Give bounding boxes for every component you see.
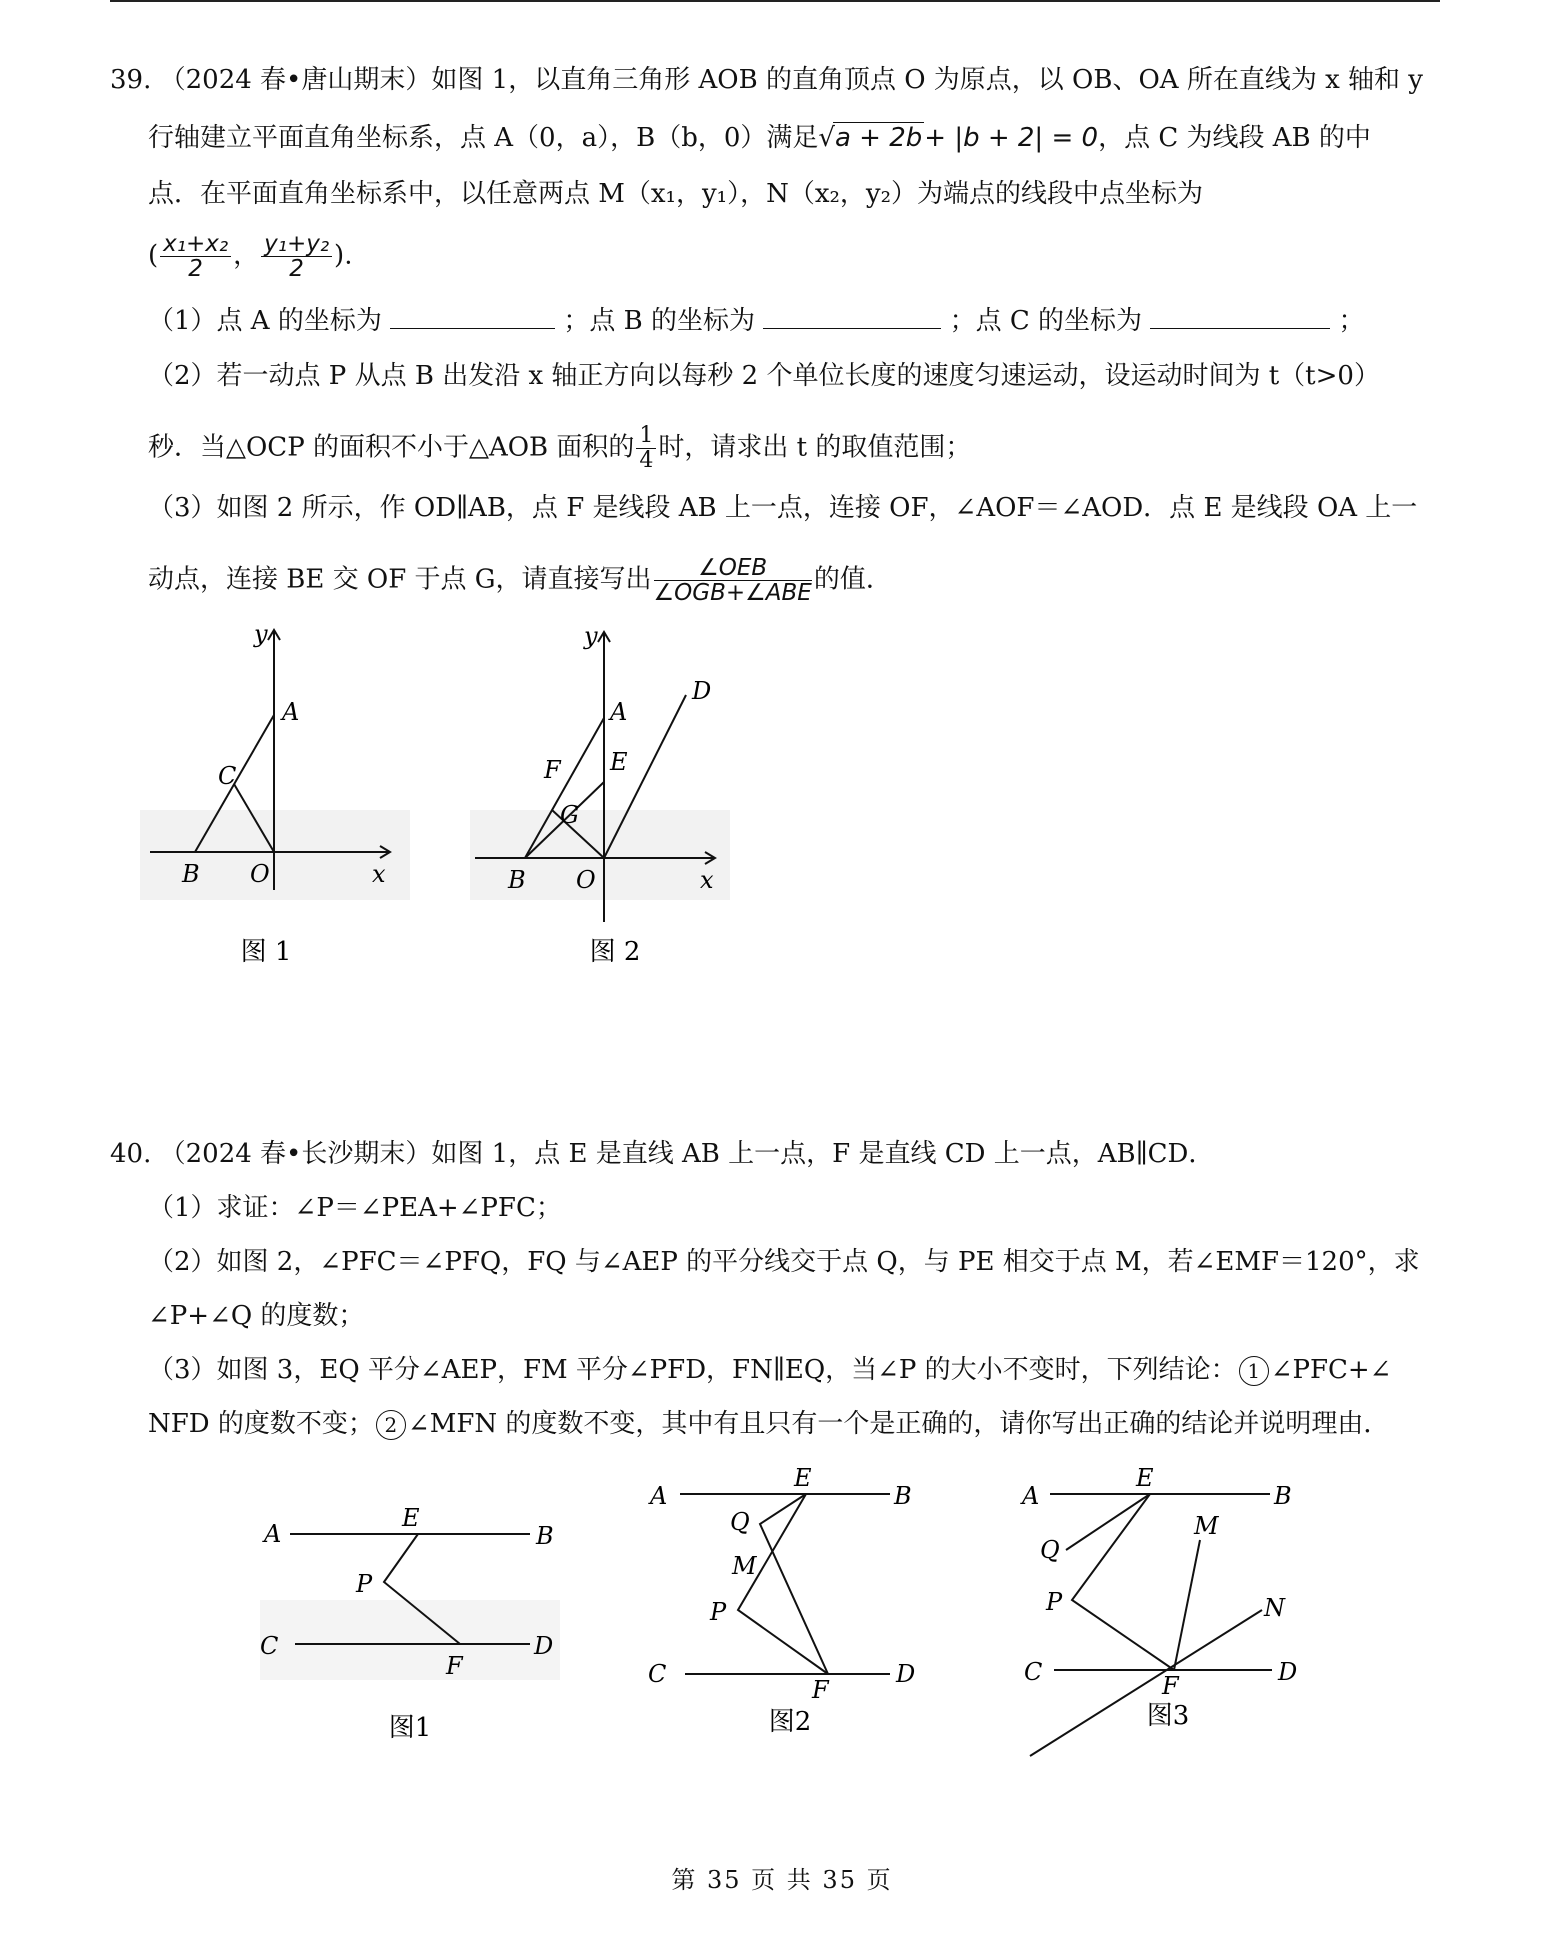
answer-blank-b[interactable]: [763, 302, 941, 329]
ray-EQ: [1066, 1494, 1150, 1550]
q39-figure-1: [140, 620, 410, 980]
path-EPF: [738, 1494, 828, 1674]
q40-text-1: 如图 1，点 E 是直线 AB 上一点，F 是直线 CD 上一点，AB∥CD．: [431, 1139, 1215, 1169]
midpoint-frac-x: $\frac{\text{x₁+x₂}}{2}$: [160, 232, 231, 281]
q39-p1-a: （1）点 A 的坐标为: [148, 306, 382, 336]
q39-p2-b: 秒．当△OCP 的面积不小于△AOB 面积的: [148, 432, 635, 463]
label-B: B: [508, 866, 526, 894]
q39-source: （2024 春•唐山期末）: [159, 65, 432, 95]
label-N: N: [1264, 1594, 1285, 1622]
q40-p2-a: （2）如图 2，∠PFC＝∠PFQ，FQ 与∠AEP 的平分线交于点 Q，与 PE 相交于点 M，若∠EMF＝120°，求: [148, 1247, 1420, 1277]
q39-midpoint-formula: ( $\frac{\text{x₁+x₂}}{2}$ ， $\frac{\text{y₁+y₂}}{2}$ ).: [148, 231, 353, 282]
label-A: A: [264, 1520, 282, 1548]
q40-p1: （1）求证：∠P＝∠PEA+∠PFC；: [148, 1193, 562, 1223]
q39-number: 39.: [110, 65, 152, 95]
answer-blank-c[interactable]: [1150, 302, 1330, 329]
label-P: P: [356, 1570, 373, 1598]
label-C: C: [218, 762, 237, 790]
q40-p2-b: ∠P+∠Q 的度数；: [148, 1301, 365, 1331]
label-x: x: [372, 860, 386, 888]
q40-p3-b2: ∠MFN 的度数不变，其中有且只有一个是正确的，请你写出正确的结论并说明理由．: [407, 1409, 1390, 1439]
q40-figure-3: [1010, 1460, 1300, 1760]
label-A: A: [282, 698, 300, 726]
q40-part-2-line-2: [148, 1298, 364, 1334]
page-footer: 第 35 页 共 35 页: [671, 1866, 893, 1894]
q40-p3-a2: ∠PFC+∠: [1270, 1355, 1392, 1385]
sqrt-radicand: a + 2b: [834, 123, 923, 153]
label-B: B: [182, 860, 200, 888]
q40-p3-b1: NFD 的度数不变；: [148, 1409, 374, 1439]
q40-line-1: [110, 1136, 1214, 1172]
label-G: G: [560, 801, 580, 829]
label-A: A: [1022, 1482, 1040, 1510]
quarter-fraction: $\frac{1}{4}$: [636, 424, 656, 473]
q39-p1-c: ；点 C 的坐标为: [949, 306, 1142, 336]
midpoint-frac-y: $\frac{\text{y₁+y₂}}{2}$: [261, 232, 332, 281]
label-O: O: [576, 866, 596, 894]
label-E: E: [1136, 1464, 1154, 1492]
label-E: E: [610, 748, 628, 776]
path-EQF: [760, 1494, 828, 1674]
label-Q: Q: [1040, 1536, 1060, 1564]
q39-text-1: 如图 1，以直角三角形 AOB 的直角顶点 O 为原点，以 OB、OA 所在直线为 x 轴和 y: [431, 65, 1423, 95]
q39-part-2-line-2: [148, 424, 971, 473]
circled-2: 2: [376, 1410, 406, 1440]
label-x: x: [700, 866, 714, 894]
label-D: D: [534, 1632, 554, 1660]
q39-fig1-caption: 图 1: [240, 937, 292, 967]
abs-expression: + |b + 2| = 0: [924, 123, 1099, 153]
q39-part-1: [148, 302, 1365, 339]
q39-p2-c: 时，请求出 t 的取值范围；: [658, 432, 972, 463]
label-A: A: [610, 698, 628, 726]
q40-figure-1: [250, 1490, 580, 1760]
q40-fig3-caption: 图3: [1146, 1701, 1190, 1731]
q39-p3-c: 的值．: [813, 564, 892, 595]
label-F: F: [446, 1652, 463, 1680]
label-C: C: [648, 1660, 667, 1688]
q39-p1-d: ；: [1338, 306, 1365, 336]
label-F: F: [812, 1676, 829, 1704]
path-EPF: [1072, 1494, 1174, 1670]
q39-line-2: [148, 120, 1371, 156]
q39-p3-a: （3）如图 2 所示，作 OD∥AB，点 F 是线段 AB 上一点，连接 OF，∠AOF＝∠AOD．点 E 是线段 OA 上一: [148, 493, 1418, 523]
angle-ratio-fraction: $\frac{\text{∠OEB}}{\text{∠OGB+∠ABE}}$: [653, 555, 812, 606]
fig-shade: [260, 1600, 560, 1680]
label-P: P: [710, 1598, 727, 1626]
q40-p3-a: （3）如图 3，EQ 平分∠AEP，FM 平分∠PFD，FN∥EQ，当∠P 的大小不变时，下列结论：: [148, 1355, 1237, 1385]
q39-line-3: [148, 176, 1203, 212]
label-P: P: [1046, 1588, 1063, 1616]
q39-part-3-line-2: [148, 556, 892, 605]
label-Q: Q: [730, 1508, 750, 1536]
label-B: B: [894, 1482, 912, 1510]
q40-fig2-caption: 图2: [768, 1707, 812, 1737]
top-rule: [110, 0, 1440, 2]
q39-p3-b: 动点，连接 BE 交 OF 于点 G，请直接写出: [148, 564, 652, 595]
answer-blank-a[interactable]: [390, 302, 555, 329]
line-FN: [1030, 1610, 1262, 1756]
q40-fig1-caption: 图1: [388, 1713, 432, 1743]
label-D: D: [896, 1660, 916, 1688]
label-y: y: [254, 620, 268, 648]
label-F: F: [1162, 1672, 1179, 1700]
label-F: F: [544, 756, 561, 784]
q39-line-1: [110, 62, 1423, 98]
q40-figure-2: [640, 1460, 930, 1760]
q39-part-3-line-1: [148, 490, 1417, 526]
q40-part-1: [148, 1190, 562, 1226]
label-C: C: [260, 1632, 279, 1660]
q39-p2-a: （2）若一动点 P 从点 B 出发沿 x 轴正方向以每秒 2 个单位长度的速度匀速运动，设运动时间为 t（t>0）: [148, 361, 1380, 391]
label-C: C: [1024, 1658, 1043, 1686]
label-y: y: [584, 622, 598, 650]
label-B: B: [1274, 1482, 1292, 1510]
q39-part-2-line-1: [148, 358, 1380, 394]
sqrt-sign: √: [818, 123, 835, 153]
label-B: B: [536, 1522, 554, 1550]
label-A: A: [650, 1482, 668, 1510]
label-E: E: [402, 1504, 420, 1532]
q40-source: （2024 春•长沙期末）: [159, 1139, 432, 1169]
q40-number: 40.: [110, 1139, 152, 1169]
q39-figure-2: [470, 620, 740, 980]
q39-text-2b: ，点 C 为线段 AB 的中: [1098, 123, 1371, 153]
label-D: D: [692, 677, 712, 705]
q39-text-2a: 行轴建立平面直角坐标系，点 A（0，a），B（b，0）满足: [148, 123, 819, 153]
q39-text-3: 点．在平面直角坐标系中，以任意两点 M（x₁，y₁），N（x₂，y₂）为端点的线段中点坐标为: [148, 179, 1204, 209]
circled-1: 1: [1239, 1356, 1269, 1386]
label-M: M: [732, 1552, 757, 1580]
q39-fig2-caption: 图 2: [589, 937, 641, 967]
label-E: E: [794, 1464, 812, 1492]
q39-p1-b: ；点 B 的坐标为: [563, 306, 756, 336]
label-D: D: [1278, 1658, 1298, 1686]
q40-part-2-line-1: [148, 1244, 1420, 1280]
q40-part-3-line-1: [148, 1352, 1391, 1388]
q40-part-3-line-2: [148, 1406, 1389, 1442]
label-O: O: [250, 860, 270, 888]
label-M: M: [1194, 1512, 1219, 1540]
